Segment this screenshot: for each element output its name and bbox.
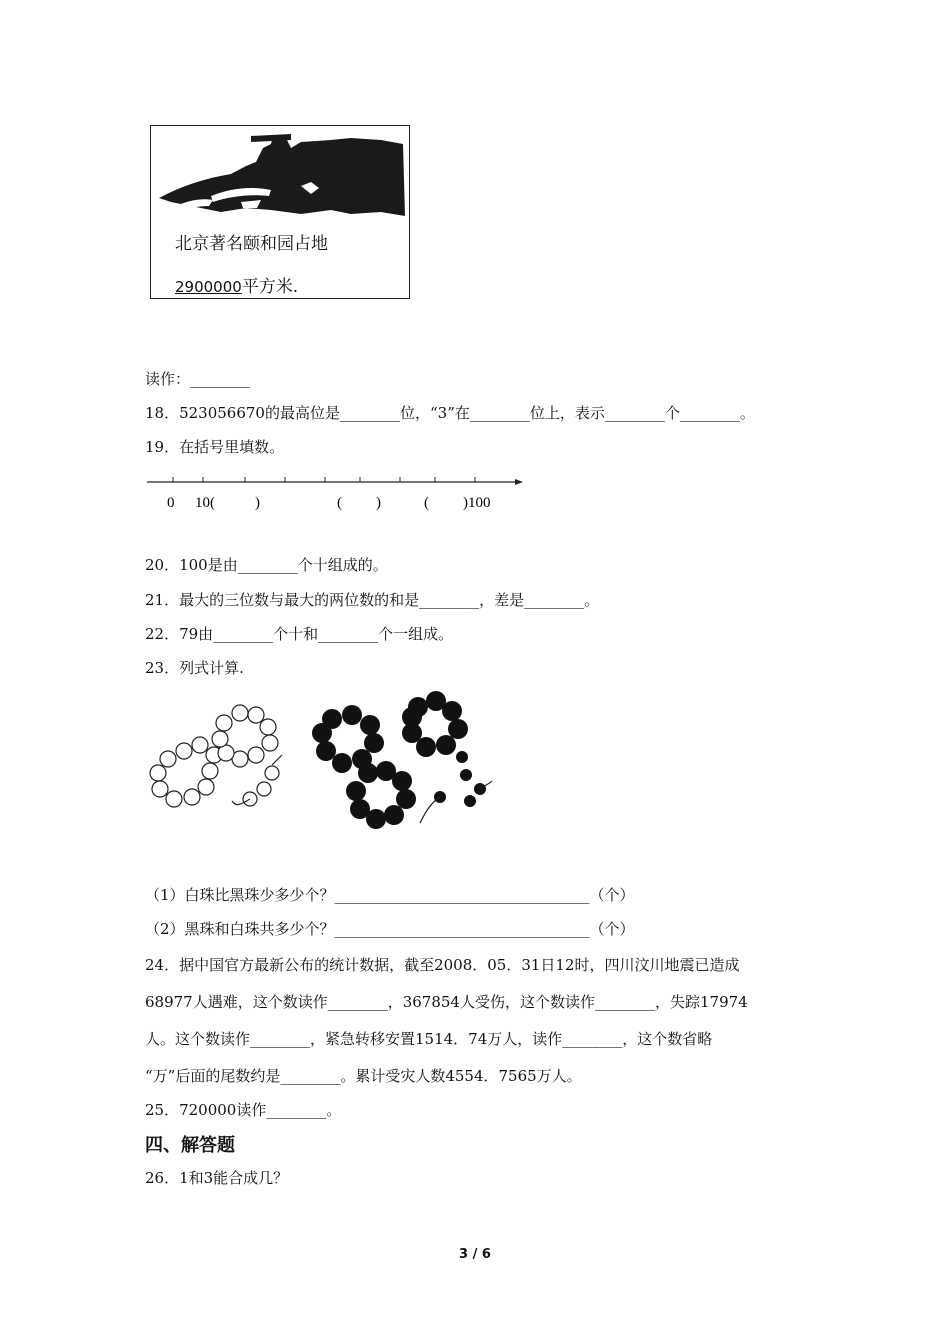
question-20: 20．100是由________个十组成的。 (145, 556, 388, 574)
summer-palace-picture (150, 125, 410, 299)
question-19: 19．在括号里填数。 (145, 438, 285, 456)
photo-caption-line1: 北京著名颐和园占地 (175, 234, 328, 254)
photo-caption-number: 2900000 (175, 278, 242, 296)
section-4-heading: 四、解答题 (145, 1135, 235, 1156)
palace-silhouette-image (151, 126, 409, 226)
question-26: 26．1和3能合成几？ (145, 1169, 289, 1187)
white-beads-group (150, 705, 279, 807)
q17-read-as: 读作：________ (145, 370, 251, 388)
question-24-line1: 24．据中国官方最新公布的统计数据，截至2008．05．31日12时，四川汶川地震已造成 (145, 956, 740, 974)
question-24-line2: 68977人遇难，这个数读作________，367854人受伤，这个数读作________，失踪17974 (145, 993, 748, 1011)
beads-illustration (140, 685, 500, 835)
nl-label-close-1: ) (255, 495, 260, 511)
nl-label-open-2: ( (337, 495, 342, 511)
nl-label-100: )100 (463, 495, 491, 511)
question-23-sub1: （1）白珠比黑珠少多少个？__________________________________（个） (145, 886, 635, 904)
question-24-line3: 人。这个数读作________，紧急转移安置1514．74万人，读作________，这个数省略 (145, 1030, 713, 1048)
photo-caption-unit: 平方米. (241, 277, 299, 297)
question-21: 21．最大的三位数与最大的两位数的和是________，差是________。 (145, 591, 600, 609)
question-22: 22．79由________个十和________个一组成。 (145, 625, 454, 643)
black-beads-group (312, 691, 486, 829)
nl-label-close-2: ) (376, 495, 381, 511)
question-18: 18．523056670的最高位是________位，“3”在________位上，表示________个________。 (145, 404, 755, 422)
question-24-line4: “万”后面的尾数约是________。累计受灾人数4554．7565万人。 (145, 1067, 582, 1085)
question-25: 25．720000读作________。 (145, 1101, 342, 1119)
question-23: 23．列式计算. (145, 659, 244, 677)
nl-label-10: 10( (195, 495, 215, 511)
photo-caption-line2 (175, 272, 298, 297)
page-number: 3 / 6 (459, 1247, 491, 1262)
number-line (145, 470, 535, 520)
nl-label-0: 0 (167, 495, 175, 511)
nl-label-open-3: ( (424, 495, 429, 511)
question-23-sub2: （2）黑珠和白珠共多少个？__________________________________（个） (145, 920, 635, 938)
